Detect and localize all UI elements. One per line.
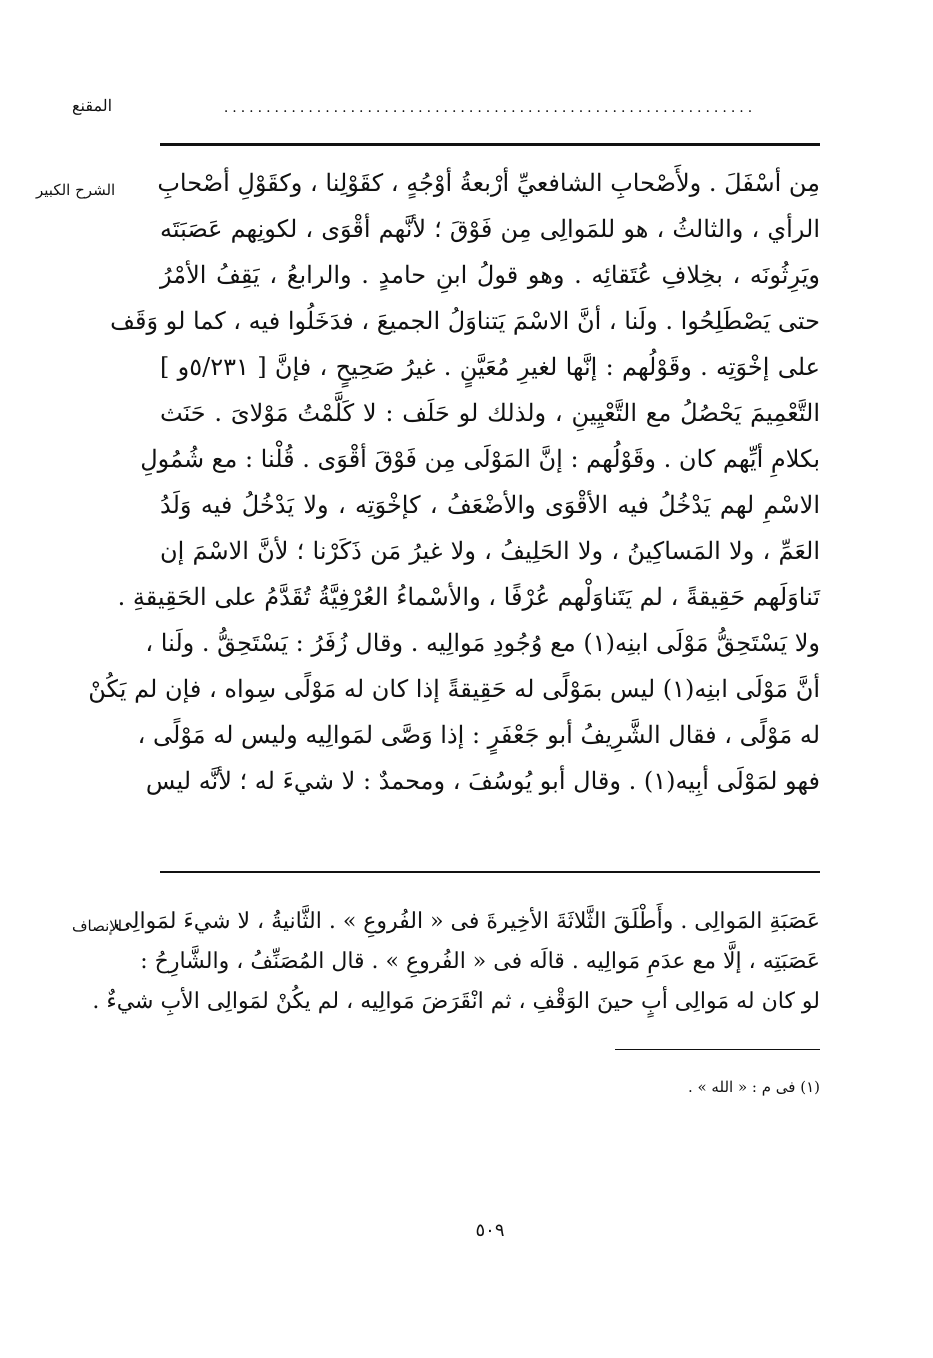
header-rule bbox=[160, 143, 820, 146]
main-text-line: العَمِّ ، ولا المَساكِينُ ، ولا الحَلِيفُ ، ولا غيرُ مَن ذَكَرْنا ؛ لأنَّ الاسْمَ إن bbox=[160, 537, 820, 565]
insaf-section-label: الإنصاف bbox=[72, 917, 123, 935]
main-text-line: بكلامِ أيِّهم كان . وقَوْلُهم : إنَّ المَوْلَى مِن فَوْقَ أقْوَى . قُلْنا : مع شُمُولِ bbox=[140, 445, 820, 473]
main-text-line: مِن أسْفَلَ . ولأَصْحابِ الشافعيِّ أرْبعةُ أوْجُهٍ ، كقَوْلِنا ، وكقَوْلِ أصْحابِ bbox=[157, 169, 820, 197]
footnote-rule bbox=[615, 1049, 820, 1050]
footnote: (١) فى م : « الله » . bbox=[687, 1078, 820, 1096]
header-dotted-leader: ............................................................... bbox=[223, 100, 757, 116]
main-text-line: ولا يَسْتَحِقُّ مَوْلَى ابنِه(١) مع وُجُودِ مَوالِيه . وقال زُفَرُ : يَسْتَحِقُّ . ولَنا ، bbox=[145, 629, 820, 657]
main-text-line: الرأي ، والثالثُ ، هو للمَوالِى مِن فَوْقَ ؛ لأنَّهم أقْوَى ، لكونِهم عَصَبَتَه bbox=[160, 215, 820, 243]
insaf-text-line: عَصَبَةِ المَوالِى . وأَطْلَقَ الثَّلاثَةَ الأخِيرةَ فى « الفُروعِ » . الثَّانيةُ ، لا شيءَ لمَوالِى bbox=[114, 909, 820, 934]
main-text-line: على إخْوَتِه . وقَوْلُهم : إنَّها لغيرِ مُعَيَّنٍ . غيرُ صَحِيحٍ ، فإنَّ [ ٥/٢٣١و ] bbox=[160, 353, 820, 381]
insaf-text-line: عَصَبَتِه ، إلَّا مع عدَمِ مَوالِيه . قالَه فى « الفُروعِ » . قال المُصَنِّفُ ، والشَّارِحُ : bbox=[140, 949, 820, 974]
main-text-line: حتى يَصْطَلِحُوا . ولَنا ، أنَّ الاسْمَ يَتناوَلُ الجميعَ ، فدَخَلُوا فيه ، كما لو وَقَف bbox=[110, 307, 820, 335]
main-text-line: الاسْمِ لهم يَدْخُلُ فيه الأقْوَى والأضْعَفُ ، كإخْوَتِه ، ولا يَدْخُلُ فيه وَلَدُ bbox=[160, 491, 820, 519]
main-text-line: أنَّ مَوْلَى ابنِه(١) ليس بمَوْلًى له حَقِيقةً إذا كان له مَوْلًى سِواه ، فإن لم يَكُنْ bbox=[88, 675, 820, 703]
main-text-line: له مَوْلًى ، فقال الشَّرِيفُ أبو جَعْفَرٍ : إذا وَصَّى لمَوالِيه وليس له مَوْلًى ، bbox=[137, 721, 820, 749]
main-text-line: التَّعْمِيمَ يَحْصُلُ مع التَّعْيِينِ ، ولذلك لو حَلَف : لا كَلَّمْتُ مَوْلاىَ . حَنَث bbox=[160, 399, 820, 427]
page-number: ٥٠٩ bbox=[475, 1220, 505, 1241]
book-name-header: المقنع bbox=[72, 96, 113, 115]
section-separator-rule bbox=[160, 871, 820, 873]
insaf-text-line: لو كان له مَوالِى أبٍ حينَ الوَقْفِ ، ثم انْقَرَضَ مَوالِيه ، لم يكُنْ لمَوالِى الأبِ شيءٌ . bbox=[92, 989, 820, 1014]
sharh-section-label: الشرح الكبير bbox=[36, 181, 116, 199]
main-text-line: ويَرِثُونَه ، بخِلافِ عُتَقائِه . وهو قولُ ابنِ حامدٍ . والرابعُ ، يَقِفُ الأمْرُ bbox=[160, 261, 820, 289]
main-text-line: تَناوَلَهم حَقِيقةً ، لم يَتَناوَلْهم عُرْفًا ، والأسْماءُ العُرْفِيَّةُ تُقَدَّمُ على الحَقِيقةِ . bbox=[117, 583, 820, 611]
main-text-line: فهو لمَوْلَى أبِيه(١) . وقال أبو يُوسُفَ ، ومحمدٌ : لا شيءَ له ؛ لأنَّه ليس bbox=[145, 767, 820, 795]
